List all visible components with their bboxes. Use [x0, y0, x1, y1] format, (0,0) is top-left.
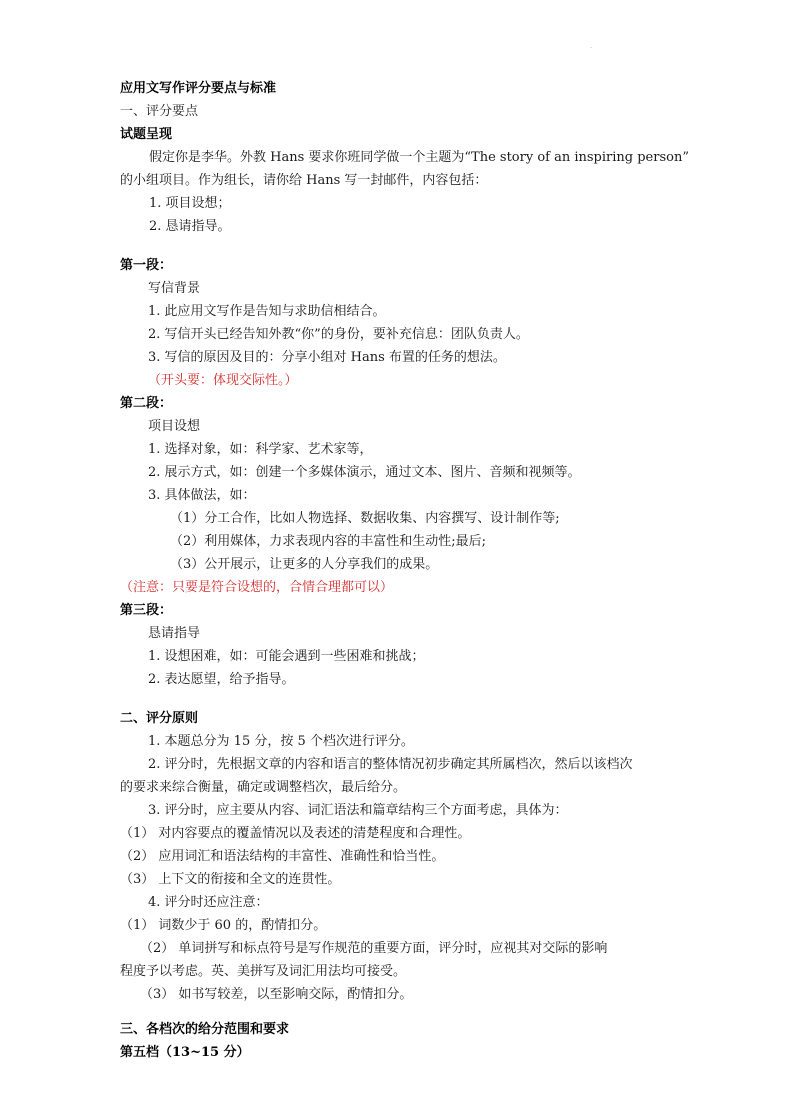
- rule3-item: （3） 上下文的衔接和全文的连贯性。: [120, 872, 341, 887]
- section3-heading: 三、各档次的给分范围和要求: [120, 1022, 290, 1037]
- rule4-item: 程度予以考虑。英、美拼写及词汇用法均可接受。: [120, 964, 407, 979]
- para1-subheading: 写信背景: [148, 281, 201, 296]
- rule-line: 4. 评分时还应注意：: [148, 895, 269, 910]
- rule4-item: （1） 词数少于 60 的，酌情扣分。: [120, 918, 327, 933]
- rule-line: 1. 本题总分为 15 分，按 5 个档次进行评分。: [148, 734, 414, 749]
- document-content: [120, 77, 690, 1064]
- para2-item: 2. 展示方式，如：创建一个多媒体演示，通过文本、图片、音频和视频等。: [148, 465, 581, 480]
- rule3-item: （2） 应用词汇和语法结构的丰富性、准确性和恰当性。: [120, 849, 445, 864]
- para3-item: 2. 表达愿望，给予指导。: [148, 672, 295, 687]
- para1-item: 1. 此应用文写作是告知与求助信相结合。: [148, 304, 386, 319]
- para2-item: 3. 具体做法，如：: [148, 488, 256, 503]
- rule4-item: （2） 单词拼写和标点符号是写作规范的重要方面，评分时，应视其对交际的影响: [140, 941, 608, 956]
- prompt-item: 2. 恳请指导。: [149, 219, 231, 234]
- rule3-item: （1） 对内容要点的覆盖情况以及表述的清楚程度和合理性。: [120, 826, 471, 841]
- prompt-line: 的小组项目。作为组长，请你给 Hans 写一封邮件，内容包括：: [120, 173, 488, 188]
- document-title: 应用文写作评分要点与标准: [120, 81, 277, 96]
- para2-subitem: （1）分工合作，比如人物选择、数据收集、内容撰写、设计制作等;: [170, 511, 560, 526]
- prompt-line: 假定你是李华。外教 Hans 要求你班同学做一个主题为“The story of an inspiring person”: [149, 150, 689, 165]
- prompt-heading: 试题呈现: [120, 127, 173, 142]
- rule-line: 3. 评分时，应主要从内容、词汇语法和篇章结构三个方面考虑，具体为：: [148, 803, 568, 818]
- tier5-heading: 第五档（13~15 分）: [120, 1045, 250, 1060]
- para1-note: （开头要：体现交际性。）: [148, 373, 298, 388]
- para3-subheading: 恳请指导: [148, 626, 201, 641]
- prompt-item: 1. 项目设想；: [149, 196, 231, 211]
- para3-heading: 第三段：: [120, 603, 173, 618]
- para3-item: 1. 设想困难，如：可能会遇到一些困难和挑战；: [148, 649, 425, 664]
- rule4-item: （3） 如书写较差，以至影响交际，酌情扣分。: [140, 987, 413, 1002]
- rule-line: 的要求来综合衡量，确定或调整档次，最后给分。: [120, 780, 407, 795]
- para2-subitem: （3）公开展示，让更多的人分享我们的成果。: [170, 557, 439, 572]
- para2-subitem: （2）利用媒体，力求表现内容的丰富性和生动性;最后;: [170, 534, 487, 549]
- para2-subheading: 项目设想: [148, 419, 201, 434]
- corner-mark: ·: [590, 44, 593, 52]
- para1-heading: 第一段：: [120, 258, 173, 273]
- section1-heading: 一、评分要点: [120, 104, 199, 119]
- rule-line: 2. 评分时，先根据文章的内容和语言的整体情况初步确定其所属档次，然后以该档次: [148, 757, 633, 772]
- para2-note: （注意：只要是符合设想的，合情合理都可以）: [120, 580, 394, 595]
- para2-item: 1. 选择对象，如：科学家、艺术家等，: [148, 442, 373, 457]
- para1-item: 3. 写信的原因及目的：分享小组对 Hans 布置的任务的想法。: [148, 350, 506, 365]
- para1-item: 2. 写信开头已经告知外教“你”的身份，要补充信息：团队负责人。: [148, 327, 529, 342]
- para2-heading: 第二段：: [120, 396, 173, 411]
- section2-heading: 二、评分原则: [120, 711, 199, 726]
